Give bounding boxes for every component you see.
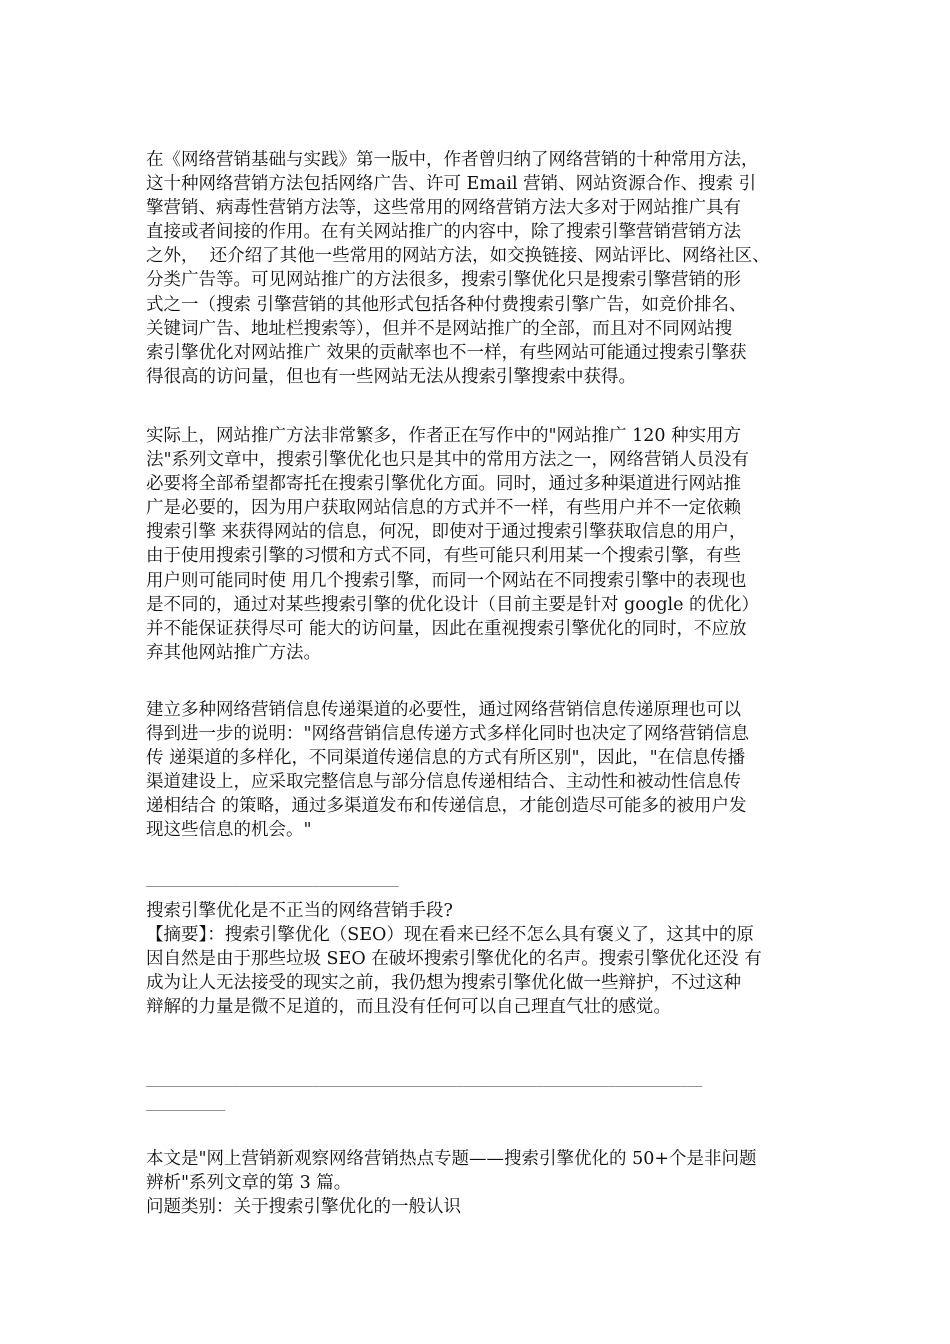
category-line: 问题类别：关于搜索引擎优化的一般认识 <box>146 1197 461 1217</box>
paragraph-seo-methods: 在《网络营销基础与实践》第一版中，作者曾归纳了网络营销的十种常用方法， 这十种网络营销方法包括网络广告、许可 Email 营销、网站资源合作、搜索 引 擎营销、病毒性营销方法等，这些常用的网络营销方法大多对于网站推广具有 直接或者间接的作用。在有关网站推广的内容中，除了搜索引擎营销营销方法 之外， 还介绍了其他一些常用的网站方法，如交换链接、网站评比、网络社区、 分类广告等。可见网站推广的方法很多，搜索引擎优化只是搜索引擎营销的形 式之一（搜索 引擎营销的其他形式包括各种付费搜索引擎广告，如竞价排名、 关键词广告、地址栏搜索等），但并不是网站推广的全部，而且对不同网站搜 索引擎优化对网站推广 效果的贡献率也不一样，有些网站可能通过搜索引擎获 得很高的访问量，但也有一些网站无法从搜索引擎搜索中获得。 <box>146 150 770 387</box>
article-summary: 【摘要】：搜索引擎优化（SEO）现在看来已经不怎么具有褒义了，这其中的原 因自然是由于那些垃圾 SEO 在破坏搜索引擎优化的名声。搜索引擎优化还没 有 成为让人无法接受的现实之前，我仍想为搜索引擎优化做一些辩护，不过这种 辩解的力量是微不足道的，而且没有任何可以自己理直气壮的感觉。 <box>146 925 762 1018</box>
paragraph-info-channels: 建立多种网络营销信息传递渠道的必要性，通过网络营销信息传递原理也可以 得到进一步的说明："网络营销信息传递方式多样化同时也决定了网络营销信息 传 递渠道的多样化，不同渠道传递信息的方式有所区别"，因此，"在信息传播 渠道建设上，应采取完整信息与部分信息传递相结合、主动性和被动性信息传 递相结合 的策略，通过多渠道发布和传递信息，才能创造尽可能多的被用户发 现这些信息的机会。" <box>146 700 750 841</box>
article-title: 搜索引擎优化是不正当的网络营销手段? <box>146 901 453 921</box>
divider-short: ___________________________________ <box>146 873 399 887</box>
series-note: 本文是"网上营销新观察网络营销热点专题——搜索引擎优化的 50+个是非问题 辨析"系列文章的第 3 篇。 <box>146 1149 757 1194</box>
divider-long: _____________________________________________________________________________ ___________ <box>146 1073 703 1111</box>
paragraph-site-promotion: 实际上，网站推广方法非常繁多，作者正在写作中的"网站推广 120 种实用方 法"系列文章中，搜索引擎优化也只是其中的常用方法之一，网络营销人员没有 必要将全部希望都寄托在搜索引擎优化方面。同时，通过多种渠道进行网站推 广是必要的，因为用户获取网站信息的方式并不一样，有些用户并不一定依赖 搜索引擎 来获得网站的信息，何况，即使对于通过搜索引擎获取信息的用户， 由于使用搜索引擎的习惯和方式不同，有些可能只利用某一个搜索引擎，有些 用户则可能同时使 用几个搜索引擎，而同一个网站在不同搜索引擎中的表现也 是不同的，通过对某些搜索引擎的优化设计（目前主要是针对 google 的优化） 并不能保证获得尽可 能大的访问量，因此在重视搜索引擎优化的同时，不应放 弃其他网站推广方法。 <box>146 426 760 663</box>
